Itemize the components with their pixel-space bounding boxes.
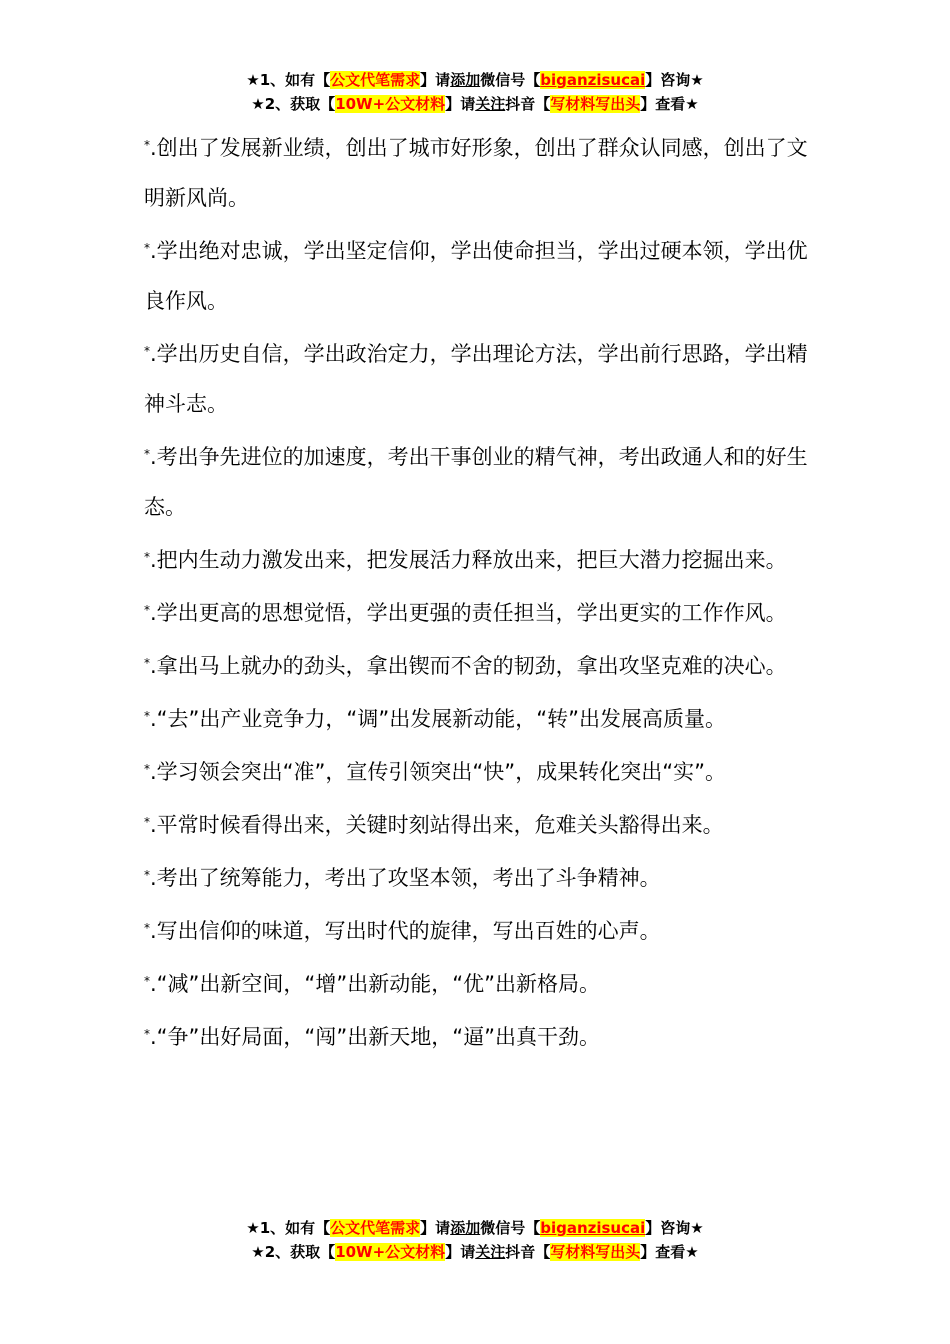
bullet-marker: * <box>144 762 150 776</box>
bullet-marker: * <box>144 138 150 152</box>
douyin-account-link[interactable]: 写材料写出头 <box>550 95 641 113</box>
bullet-marker: * <box>144 656 150 670</box>
highlight-materials: 10W+公文材料 <box>335 1243 446 1261</box>
list-item: *.学出历史自信，学出政治定力，学出理论方法，学出前行思路，学出精神斗志。 <box>144 342 808 416</box>
list-item: *.写出信仰的味道，写出时代的旋律，写出百姓的心声。 <box>144 919 661 943</box>
list-item: *.把内生动力激发出来，把发展活力释放出来，把巨大潜力挖掘出来。 <box>144 548 787 572</box>
footer-banner <box>0 1216 950 1264</box>
list-item: *.“争”出好局面，“闯”出新天地，“逼”出真干劲。 <box>144 1025 600 1049</box>
list-item: *.拿出马上就办的劲头，拿出锲而不舍的韧劲，拿出攻坚克难的决心。 <box>144 654 787 678</box>
header-banner <box>0 68 950 116</box>
bullet-marker: * <box>144 550 150 564</box>
bullet-marker: * <box>144 1027 150 1041</box>
banner-line-1: ★1、如有【公文代笔需求】请添加微信号【biganzisucai】咨询★ <box>246 1219 704 1237</box>
bullet-marker: * <box>144 974 150 988</box>
bullet-marker: * <box>144 344 150 358</box>
highlight-service: 公文代笔需求 <box>330 1219 421 1237</box>
highlight-service: 公文代笔需求 <box>330 71 421 89</box>
douyin-account-link[interactable]: 写材料写出头 <box>550 1243 641 1261</box>
bullet-marker: * <box>144 603 150 617</box>
bullet-marker: * <box>144 868 150 882</box>
highlight-materials: 10W+公文材料 <box>335 95 446 113</box>
wechat-id-link[interactable]: biganzisucai <box>540 1219 646 1237</box>
bullet-marker: * <box>144 709 150 723</box>
banner-line-1: ★1、如有【公文代笔需求】请添加微信号【biganzisucai】咨询★ <box>246 71 704 89</box>
banner-line-2: ★2、获取【10W+公文材料】请关注抖音【写材料写出头】查看★ <box>251 1243 699 1261</box>
list-item: *.学习领会突出“准”，宣传引领突出“快”，成果转化突出“实”。 <box>144 760 726 784</box>
list-item: *.考出争先进位的加速度，考出干事创业的精气神，考出政通人和的好生态。 <box>144 445 808 519</box>
bullet-marker: * <box>144 241 150 255</box>
banner-line-2: ★2、获取【10W+公文材料】请关注抖音【写材料写出头】查看★ <box>251 95 699 113</box>
list-item: *.学出更高的思想觉悟，学出更强的责任担当，学出更实的工作作风。 <box>144 601 787 625</box>
list-item: *.“去”出产业竞争力，“调”出发展新动能，“转”出发展高质量。 <box>144 707 726 731</box>
document-body <box>144 120 812 1062</box>
list-item: *.考出了统筹能力，考出了攻坚本领，考出了斗争精神。 <box>144 866 661 890</box>
bullet-marker: * <box>144 815 150 829</box>
bullet-marker: * <box>144 447 150 461</box>
bullet-marker: * <box>144 921 150 935</box>
wechat-id-link[interactable]: biganzisucai <box>540 71 646 89</box>
list-item: *.平常时候看得出来，关键时刻站得出来，危难关头豁得出来。 <box>144 813 724 837</box>
list-item: *.学出绝对忠诚，学出坚定信仰，学出使命担当，学出过硬本领，学出优良作风。 <box>144 239 808 313</box>
list-item: *.“减”出新空间，“增”出新动能，“优”出新格局。 <box>144 972 600 996</box>
list-item: *.创出了发展新业绩，创出了城市好形象，创出了群众认同感，创出了文明新风尚。 <box>144 136 808 210</box>
